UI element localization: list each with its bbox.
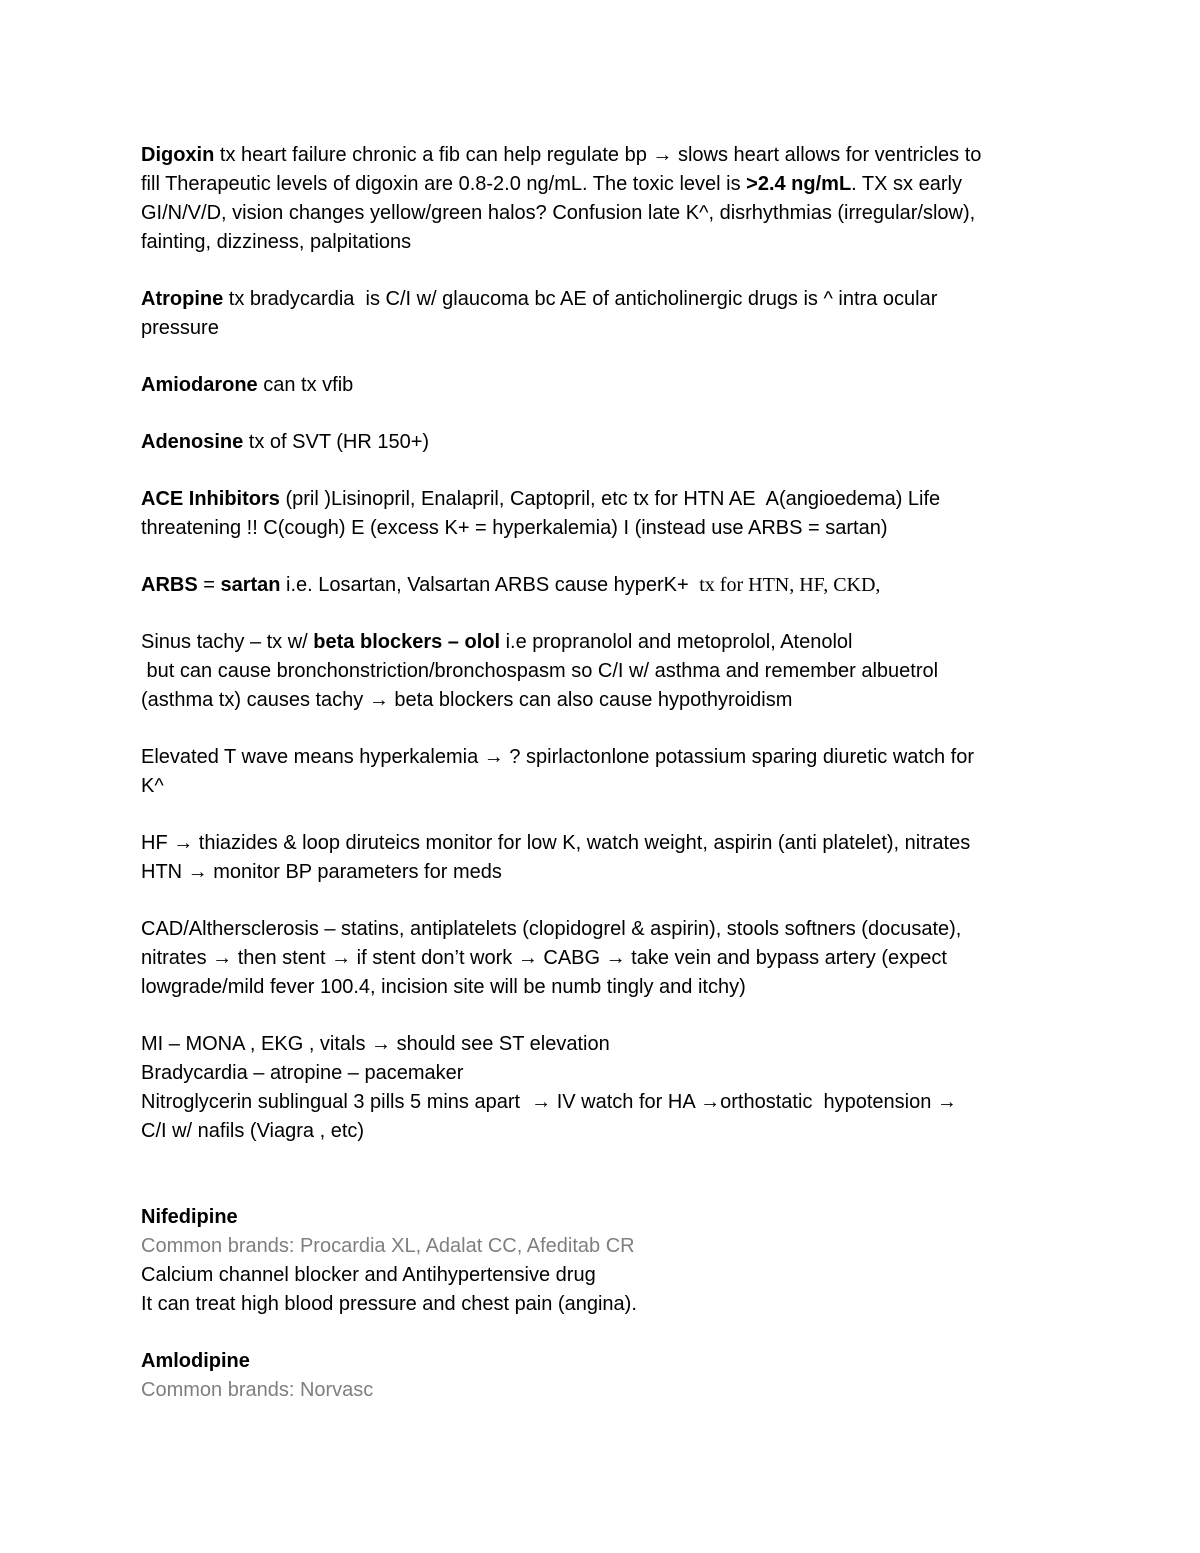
- text-span: i.e. Losartan, Valsartan ARBS cause hyperK+: [280, 574, 695, 596]
- text-line: [141, 371, 1061, 400]
- drug-class: sartan: [220, 574, 281, 596]
- text-span: =: [197, 574, 221, 596]
- text-line: lowgrade/mild fever 100.4, incision site will be numb tingly and itchy): [141, 976, 746, 998]
- text-line: (asthma tx) causes tachy → beta blockers can also cause hypothyroidism: [141, 689, 793, 711]
- text-line: [141, 170, 1061, 199]
- text-line: [141, 485, 1061, 514]
- text-span: Sinus tachy – tx w/: [141, 631, 314, 653]
- drug-name: Digoxin: [141, 144, 215, 166]
- toxic-level: >2.4 ng/mL: [746, 173, 852, 195]
- text-line: HTN → monitor BP parameters for meds: [141, 861, 502, 883]
- text-line: Elevated T wave means hyperkalemia → ? spirlactonlone potassium sparing diuretic watch for: [141, 746, 975, 768]
- text-line: MI – MONA , EKG , vitals → should see ST elevation: [141, 1033, 610, 1055]
- brand-names: Common brands: Norvasc: [141, 1379, 374, 1401]
- drug-name: Atropine: [141, 288, 224, 310]
- nifedipine-section: [141, 1203, 1061, 1319]
- drug-name: ARBS: [141, 574, 198, 596]
- text-line: fainting, dizziness, palpitations: [141, 231, 412, 253]
- text-span: tx heart failure chronic a fib can help regulate bp → slows heart allows for ventricles to: [214, 144, 982, 166]
- text-line: threatening !! C(cough) E (excess K+ = hyperkalemia) I (instead use ARBS = sartan): [141, 517, 888, 539]
- drug-class: beta blockers – olol: [313, 631, 501, 653]
- drug-name: Adenosine: [141, 431, 244, 453]
- amlodipine-section: [141, 1347, 1061, 1405]
- text-line: CAD/Althersclerosis – statins, antiplatelets (clopidogrel & aspirin), stools softners (docusate),: [141, 918, 962, 940]
- text-line: but can cause bronchonstriction/bronchospasm so C/I w/ asthma and remember albuetrol: [141, 660, 939, 682]
- text-line: [141, 285, 1061, 314]
- brand-names: Common brands: Procardia XL, Adalat CC, Afeditab CR: [141, 1235, 635, 1257]
- text-line: [141, 141, 1061, 170]
- text-span: i.e propranolol and metoprolol, Atenolol: [500, 631, 853, 653]
- section-heading: Amlodipine: [141, 1350, 250, 1372]
- section-heading: Nifedipine: [141, 1206, 238, 1228]
- drug-name: Amiodarone: [141, 374, 258, 396]
- text-span: . TX sx early: [851, 173, 962, 195]
- document-page: [141, 141, 1061, 1433]
- text-span: tx for HTN, HF, CKD,: [694, 574, 881, 596]
- text-line: Calcium channel blocker and Antihypertensive drug: [141, 1264, 596, 1286]
- ace-inhibitors-section: [141, 485, 1061, 543]
- text-line: Nitroglycerin sublingual 3 pills 5 mins apart → IV watch for HA →orthostatic hypotension →: [141, 1091, 957, 1113]
- drug-name: ACE Inhibitors: [141, 488, 280, 510]
- text-line: Bradycardia – atropine – pacemaker: [141, 1062, 464, 1084]
- text-span: can tx vfib: [257, 374, 354, 396]
- adenosine-section: [141, 428, 1061, 457]
- text-line: [141, 628, 1061, 657]
- text-line: [141, 571, 1061, 600]
- hf-section: [141, 829, 1061, 887]
- text-span: fill Therapeutic levels of digoxin are 0.8-2.0 ng/mL. The toxic level is: [141, 173, 747, 195]
- mi-section: [141, 1030, 1061, 1146]
- text-line: C/I w/ nafils (Viagra , etc): [141, 1120, 365, 1142]
- text-span: tx of SVT (HR 150+): [243, 431, 430, 453]
- text-line: HF → thiazides & loop diruteics monitor for low K, watch weight, aspirin (anti platelet), nitrates: [141, 832, 971, 854]
- digoxin-section: [141, 141, 1061, 257]
- text-span: (pril )Lisinopril, Enalapril, Captopril, etc tx for HTN AE A(angioedema) Life: [279, 488, 941, 510]
- text-line: pressure: [141, 317, 219, 339]
- amiodarone-section: [141, 371, 1061, 400]
- text-line: nitrates → then stent → if stent don’t work → CABG → take vein and bypass artery (expect: [141, 947, 947, 969]
- atropine-section: [141, 285, 1061, 343]
- spacer: [141, 1146, 1061, 1203]
- text-line: It can treat high blood pressure and chest pain (angina).: [141, 1293, 637, 1315]
- cad-section: [141, 915, 1061, 1002]
- text-line: K^: [141, 775, 164, 797]
- sinus-tachy-section: [141, 628, 1061, 715]
- text-line: GI/N/V/D, vision changes yellow/green halos? Confusion late K^, disrhythmias (irregular/slow),: [141, 202, 976, 224]
- text-line: [141, 428, 1061, 457]
- arbs-section: [141, 571, 1061, 600]
- text-span: tx bradycardia is C/I w/ glaucoma bc AE of anticholinergic drugs is ^ intra ocular: [223, 288, 938, 310]
- t-wave-section: [141, 743, 1061, 801]
